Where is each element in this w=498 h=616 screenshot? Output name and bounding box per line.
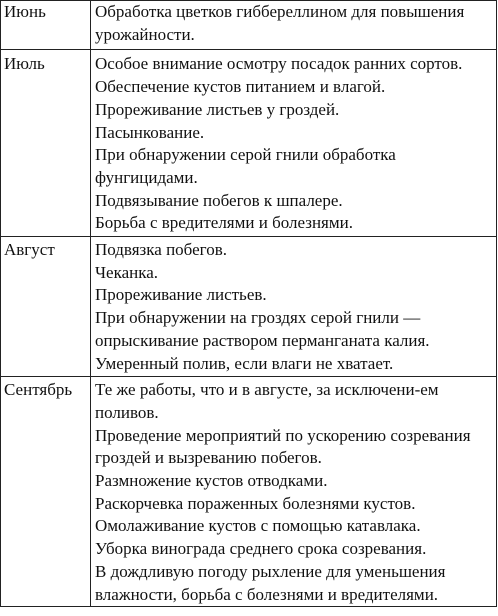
month-cell: Июнь (1, 1, 91, 50)
task-item: Прореживание листьев. (95, 285, 267, 305)
task-item: В дождливую погоду рыхление для уменьшения влажности, борьба с болезнями и вредителями. (95, 561, 446, 604)
task-item: Умеренный полив, если влаги не хватает. (95, 353, 394, 373)
month-cell: Август (1, 237, 91, 377)
table-row-july (1, 50, 497, 237)
table-row-august (1, 237, 497, 377)
task-item: Пасынкование. (95, 122, 205, 142)
tasks-cell (91, 377, 497, 607)
task-item: Подвязывание побегов к шпалере. (95, 190, 343, 210)
task-item: При обнаружении серой гнили обработка фунгицидами. (95, 145, 396, 187)
task-item: Те же работы, что и в августе, за исключени-ем поливов. (95, 380, 439, 422)
tasks-cell (91, 50, 497, 237)
tasks-cell (91, 1, 497, 50)
task-item: Прореживание листьев у гроздей. (95, 99, 340, 119)
task-item: Раскорчевка пораженных болезнями кустов. (95, 493, 416, 513)
task-item: Размножение кустов отводками. (95, 471, 328, 491)
task-item: Подвязка побегов. (95, 240, 227, 260)
task-item: Особое внимание осмотру посадок ранних сортов. (95, 54, 463, 74)
task-item: Чеканка. (95, 262, 159, 282)
table-row-june (1, 1, 497, 50)
task-item: Омолаживание кустов с помощью катавлака. (95, 516, 421, 536)
task-item: Борьба с вредителями и болезнями. (95, 213, 353, 233)
month-cell: Июль (1, 50, 91, 237)
task-item: Обеспечение кустов питанием и влагой. (95, 77, 386, 97)
table-row-september (1, 377, 497, 607)
task-item: Уборка винограда среднего срока созревания. (95, 539, 427, 559)
month-cell: Сентябрь (1, 377, 91, 607)
task-item: При обнаружении на гроздях серой гнили — опрыскивание раствором перманганата калия. (95, 308, 430, 350)
tasks-cell (91, 237, 497, 377)
task-item: Обработка цветков гиббереллином для повышения урожайности. (95, 2, 465, 44)
task-item: Проведение мероприятий по ускорению созревания гроздей и вызреванию побегов. (95, 425, 471, 468)
